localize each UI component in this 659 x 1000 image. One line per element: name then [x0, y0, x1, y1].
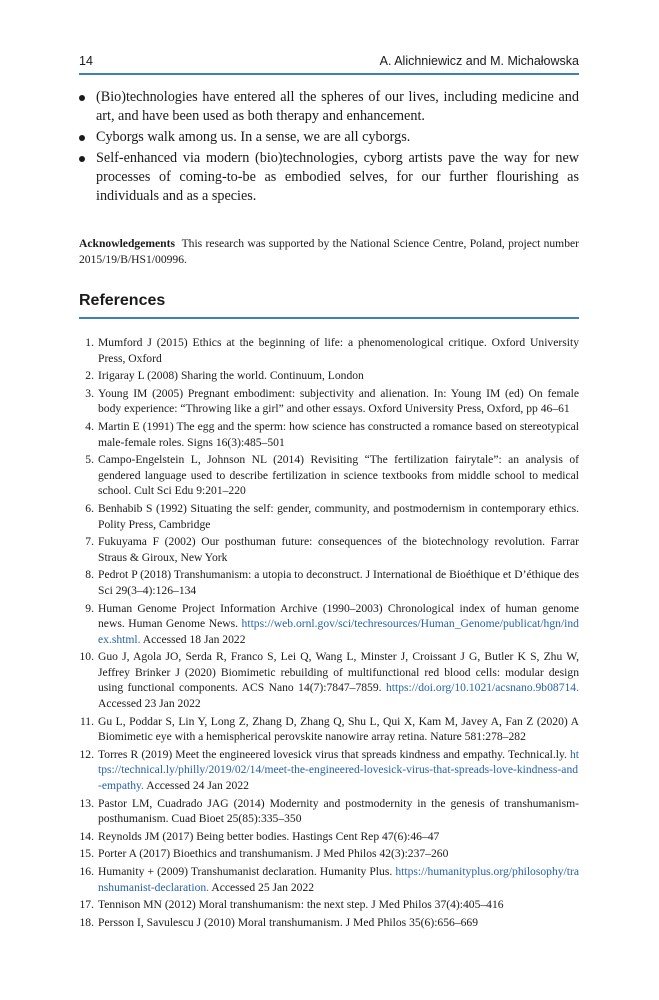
reference-number: 2.	[85, 369, 94, 383]
reference-item	[79, 747, 579, 794]
reference-text: Young IM (2005) Pregnant embodiment: subjectivity and alienation. In: Young IM (ed) On female body experience: “Throwing like a girl” and other essays. Oxford University Press, Oxford, pp 46–61	[98, 386, 579, 416]
reference-item	[79, 897, 579, 913]
bullet-dot-icon	[79, 135, 85, 141]
reference-text: Pedrot P (2018) Transhumanism: a utopia to deconstruct. J International de Bioéthique et D’éthique des Sci 29(3–4):126–134	[98, 568, 579, 597]
reference-link[interactable]: https://technical.ly/philly/2019/02/14/meet-the-engineered-lovesick-virus-that-spreads-love-kindness-and-empathy.	[98, 747, 580, 793]
reference-number: 7.	[85, 535, 94, 549]
reference-number: 13.	[79, 796, 94, 810]
bullet-item: Self-enhanced via modern (bio)technologies, cyborg artists pave the way for new processes of coming-to-be as embodied selves, for our further flourishing as individuals and as a species.	[79, 149, 579, 206]
running-header	[79, 54, 579, 70]
reference-item	[79, 368, 579, 384]
reference-text: Tennison MN (2012) Moral transhumanism: the next step. J Med Philos 37(4):405–416	[98, 898, 504, 912]
reference-text: Benhabib S (1992) Situating the self: gender, community, and postmodernism in contemporary ethics. Polity Press, Cambridge	[98, 501, 579, 531]
reference-item	[79, 649, 579, 711]
reference-number: 9.	[85, 601, 94, 615]
reference-number: 3.	[85, 386, 94, 400]
reference-item	[79, 796, 579, 827]
reference-number: 8.	[85, 568, 94, 582]
reference-number: 11.	[79, 714, 94, 728]
reference-accessed: Accessed 25 Jan 2022	[211, 880, 315, 894]
reference-item	[79, 915, 579, 931]
reference-text: Porter A (2017) Bioethics and transhumanism. J Med Philos 42(3):237–260	[98, 847, 449, 861]
bullet-item: (Bio)technologies have entered all the spheres of our lives, including medicine and art, and have been used as both therapy and enhancement.	[79, 88, 579, 126]
reference-text: Irigaray L (2008) Sharing the world. Continuum, London	[98, 369, 364, 383]
reference-item	[79, 386, 579, 417]
acknowledgements-text: This research was supported by the National Science Centre, Poland, project number 2015/19/B/HS1/00996.	[79, 237, 579, 266]
reference-link[interactable]: https://doi.org/10.1021/acsnano.9b08714.	[385, 681, 579, 695]
bullet-item: Cyborgs walk among us. In a sense, we are all cyborgs.	[79, 128, 579, 147]
reference-link[interactable]: https://humanityplus.org/philosophy/transhumanist-declaration.	[98, 865, 580, 894]
header-divider	[79, 73, 579, 75]
reference-item	[79, 419, 579, 450]
reference-text: Martin E (1991) The egg and the sperm: how science has constructed a romance based on stereotypical male-female roles. Signs 16(3):485–501	[98, 419, 579, 449]
reference-accessed: Accessed 24 Jan 2022	[146, 779, 249, 793]
bullet-dot-icon	[79, 95, 85, 101]
reference-accessed: Accessed 23 Jan 2022	[98, 697, 201, 711]
reference-number: 14.	[79, 829, 94, 843]
reference-number: 4.	[85, 419, 94, 433]
bullet-dot-icon	[79, 156, 85, 162]
reference-number: 16.	[79, 865, 94, 878]
running-authors: A. Alichniewicz and M. Michałowska	[379, 54, 579, 68]
acknowledgements	[79, 236, 579, 268]
reference-link[interactable]: https://web.ornl.gov/sci/techresources/Human_Genome/publicat/hgn/index.shtml.	[98, 617, 579, 646]
reference-text: Reynolds JM (2017) Being better bodies. Hastings Cent Rep 47(6):46–47	[98, 829, 440, 843]
reference-item	[79, 846, 579, 862]
reference-text: Campo-Engelstein L, Johnson NL (2014) Revisiting “The fertilization fairytale”: an analysis of gendered language used to describe fertilization in science textbooks from middle school to medical school. Cult Sci Edu 9:201–220	[98, 453, 579, 498]
reference-text: Torres R (2019) Meet the engineered lovesick virus that spreads kindness and empathy. Technical.ly.	[98, 747, 567, 761]
reference-number: 18.	[79, 915, 94, 929]
reference-text: Pastor LM, Cuadrado JAG (2014) Modernity and postmodernity in the genesis of transhumanism-posthumanism. Cuad Bioet 25(85):335–350	[98, 796, 579, 826]
reference-item	[79, 534, 579, 565]
reference-number: 12.	[79, 747, 94, 761]
reference-number: 17.	[79, 898, 94, 912]
reference-item	[79, 714, 579, 745]
reference-item	[79, 501, 579, 532]
reference-item	[79, 335, 579, 366]
reference-item	[79, 601, 579, 648]
page-number: 14	[79, 54, 93, 68]
reference-text: Guo J, Agola JO, Serda R, Franco S, Lei Q, Wang L, Minster J, Croissant J G, Butler K S, Zhu W, Jeffrey Brinker J (2020) Biomimetic rebuilding of multifunctional red blood cells: modular design using functional components. ACS Nano 14(7):7847–7859.	[98, 650, 579, 695]
acknowledgements-label: Acknowledgements	[79, 237, 175, 250]
reference-item	[79, 452, 579, 499]
reference-text: Mumford J (2015) Ethics at the beginning of life: a phenomenological critique. Oxford University Press, Oxford	[98, 336, 579, 365]
reference-number: 6.	[85, 501, 94, 515]
references-divider	[79, 317, 579, 319]
reference-text: Gu L, Poddar S, Lin Y, Long Z, Zhang D, Zhang Q, Shu L, Qui X, Kam M, Javey A, Fan Z (2020) A Biomimetic eye with a hemispherical perovskite nanowire array retina. Nature 581:278–282	[98, 714, 579, 744]
reference-number: 5.	[85, 453, 94, 467]
reference-list	[79, 335, 579, 932]
summary-bullets	[79, 88, 579, 208]
reference-item	[79, 567, 579, 598]
reference-number: 15.	[79, 847, 94, 861]
reference-item	[79, 864, 579, 895]
reference-number: 10.	[79, 650, 94, 664]
reference-text: Human Genome Project Information Archive (1990–2003) Chronological index of human genome news. Human Genome News.	[98, 601, 579, 631]
reference-text: Fukuyama F (2002) Our posthuman future: consequences of the biotechnology revolution. Farrar Straus & Giroux, New York	[98, 535, 579, 564]
reference-text: Persson I, Savulescu J (2010) Moral transhumanism. J Med Philos 35(6):656–669	[98, 915, 478, 929]
reference-accessed: Accessed 18 Jan 2022	[142, 632, 246, 646]
references-heading: References	[79, 292, 166, 309]
reference-text: Humanity + (2009) Transhumanist declaration. Humanity Plus.	[98, 865, 393, 878]
reference-item	[79, 829, 579, 845]
reference-number: 1.	[85, 336, 94, 349]
